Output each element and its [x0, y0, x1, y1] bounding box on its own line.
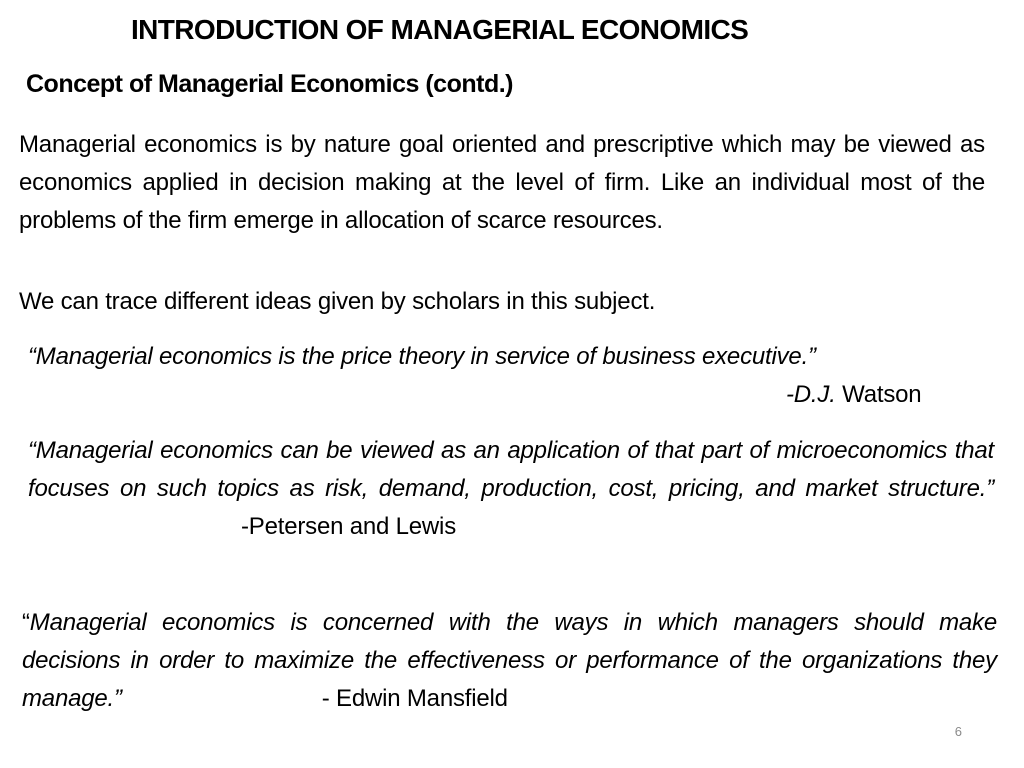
- quote-author: - Edwin Mansfield: [321, 685, 508, 712]
- quote-petersen-lewis: [28, 432, 994, 546]
- quote-watson: [28, 338, 994, 414]
- quote-mansfield: [22, 604, 997, 718]
- quote-open-mark: “: [22, 609, 30, 636]
- page-number: 6: [954, 724, 962, 739]
- slide-title: INTRODUCTION OF MANAGERIAL ECONOMICS: [131, 14, 749, 45]
- quote-author: [28, 376, 994, 414]
- body-paragraph: Managerial economics is by nature goal oriented and prescriptive which may be viewed as economics applied in decision making at the level of firm. Like an individual most of the problems of the firm emerge in allocation of scarce resources.: [19, 131, 985, 234]
- body-paragraph-2: We can trace different ideas given by scholars in this subject.: [19, 288, 656, 315]
- slide-subtitle: Concept of Managerial Economics (contd.): [26, 70, 513, 98]
- quote-author-surname: Watson: [835, 381, 922, 408]
- quote-text: “Managerial economics is the price theory in service of business executive.”: [28, 343, 816, 370]
- quote-text: Managerial economics is concerned with the ways in which managers should make decisions in order to maximize the effectiveness or performance of the organizations they manage.”: [22, 609, 997, 712]
- quote-author-initials: -D.J.: [786, 381, 836, 408]
- quote-text: “Managerial economics can be viewed as an application of that part of microeconomics that focuses on such topics as risk, demand, production, cost, pricing, and market structure.”: [28, 437, 994, 502]
- quote-author: -Petersen and Lewis: [241, 513, 456, 540]
